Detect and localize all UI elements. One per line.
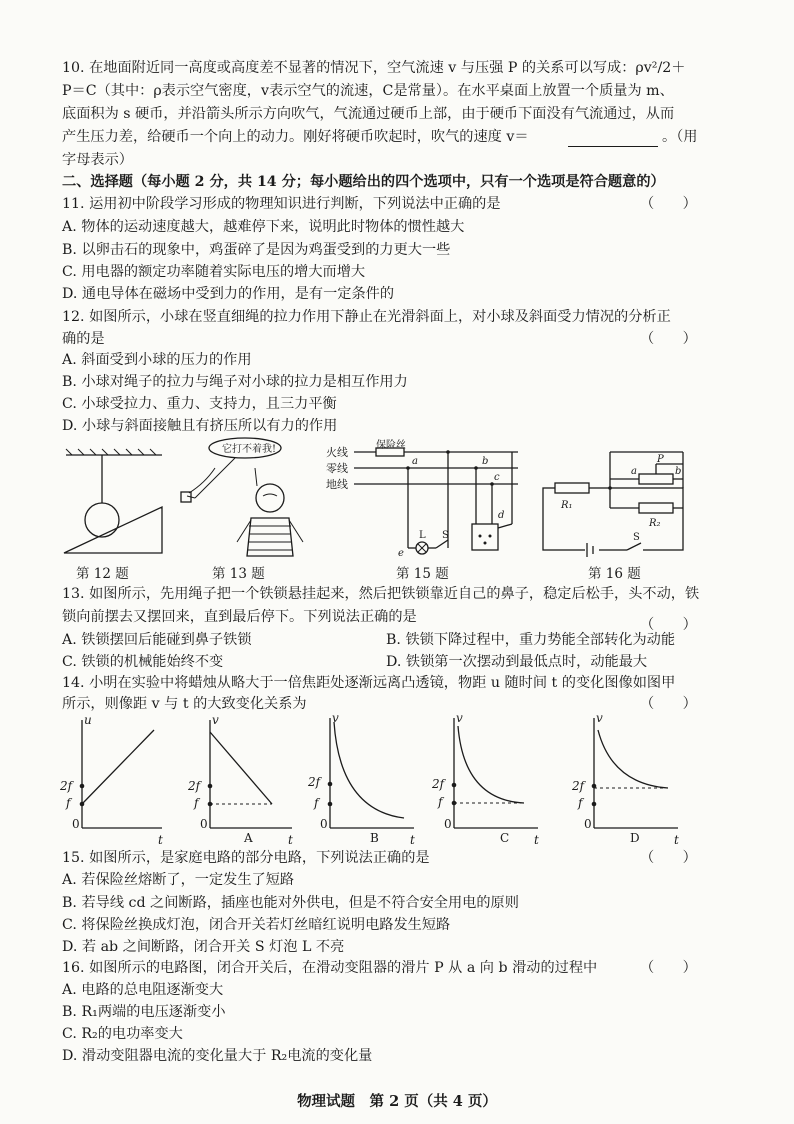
- origin-label: 0: [72, 817, 80, 831]
- t-axis-label: t: [158, 833, 163, 847]
- q15-option-d: D. 若 ab 之间断路，闭合开关 S 灯泡 L 不亮: [62, 939, 345, 955]
- u-line: [82, 730, 154, 804]
- tick-2f: 2f: [60, 779, 73, 793]
- q10-tail: 。（用: [662, 129, 698, 145]
- ground-wire-label: 地线: [326, 478, 348, 491]
- graph-u-t: [59, 713, 163, 847]
- q11-option-a: A. 物体的运动速度越大，越难停下来，说明此时物体的惯性越大: [62, 219, 465, 235]
- graph-option-A: [187, 713, 293, 847]
- svg-text:t: t: [288, 833, 293, 847]
- q16-option-a: A. 电路的总电阻逐渐变大: [62, 982, 224, 998]
- q12-answer-paren[interactable]: （ ）: [640, 331, 697, 347]
- slider-P-label: P: [657, 454, 664, 465]
- page-footer: 物理试题 第 2 页（共 4 页）: [297, 1093, 497, 1110]
- svg-text:t: t: [534, 833, 539, 847]
- q15-answer-paren[interactable]: （ ）: [640, 850, 697, 866]
- graph-D-label: D: [630, 831, 640, 845]
- svg-text:2f: 2f: [308, 775, 321, 789]
- figure-15-caption: 第 15 题: [396, 566, 449, 582]
- switch-icon: [436, 540, 448, 548]
- graph-B-label: B: [370, 831, 379, 845]
- graph-C-label: C: [500, 831, 510, 845]
- q13-answer-paren[interactable]: （ ）: [640, 617, 697, 633]
- switch-S-label: S: [442, 530, 449, 541]
- svg-text:0: 0: [200, 817, 208, 831]
- q12-option-b: B. 小球对绳子的拉力与绳子对小球的拉力是相互作用力: [62, 374, 408, 390]
- q10-line-2: P＝C（其中：ρ表示空气密度，v表示空气的流速，C是常量）。在水平桌面上放置一个质量为 m、: [62, 83, 674, 99]
- live-wire-label: 火线: [326, 446, 348, 459]
- q10-line-1: 10. 在地面附近同一高度或高度差不显著的情况下，空气流速 v 与压强 P 的关系可以写成：ρv²/2＋: [62, 60, 686, 76]
- fuse-label: 保险丝: [376, 440, 406, 451]
- switch-16-label: S: [633, 532, 640, 543]
- q14-graphs: [60, 711, 724, 848]
- ball-icon: [85, 503, 119, 537]
- svg-text:f: f: [578, 796, 583, 810]
- svg-text:f: f: [438, 795, 443, 809]
- rheostat-a-label: a: [631, 466, 637, 477]
- q16-option-b: B. R₁两端的电压逐渐变小: [62, 1004, 226, 1020]
- q15-stem: 15. 如图所示，是家庭电路的部分电路，下列说法正确的是: [62, 850, 430, 866]
- q13-option-c: C. 铁锁的机械能始终不变: [62, 654, 224, 670]
- q12-stem-1: 12. 如图所示，小球在竖直细绳的拉力作用下静止在光滑斜面上，对小球及斜面受力情况的分析正: [62, 309, 671, 325]
- r2-icon: [639, 503, 673, 513]
- node-b-label: b: [482, 456, 489, 467]
- node-c-label: c: [494, 472, 500, 483]
- neutral-wire-label: 零线: [326, 462, 348, 475]
- svg-text:0: 0: [444, 817, 452, 831]
- svg-text:t: t: [410, 833, 415, 847]
- q11-option-b: B. 以卵击石的现象中，鸡蛋碎了是因为鸡蛋受到的力更大一些: [62, 242, 451, 258]
- q15-option-c: C. 将保险丝换成灯泡，闭合开关若灯丝暗红说明电路发生短路: [62, 917, 451, 933]
- q14-stem-1: 14. 小明在实验中将蜡烛从略大于一倍焦距处逐渐远离凸透镜，物距 u 随时间 t 的变化图像如图甲: [62, 675, 676, 691]
- q15-option-a: A. 若保险丝熔断了，一定发生了短路: [62, 872, 295, 888]
- q10-line-4: 产生压力差，给硬币一个向上的动力。刚好将硬币吹起时，吹气的速度 v＝: [62, 129, 529, 145]
- q16-option-d: D. 滑动变阻器电流的变化量大于 R₂电流的变化量: [62, 1048, 373, 1064]
- svg-text:0: 0: [584, 817, 592, 831]
- graph-A-label: A: [244, 831, 253, 845]
- figure-12-incline-ball: [62, 445, 172, 560]
- person-head-icon: [256, 484, 284, 512]
- svg-text:0: 0: [320, 817, 328, 831]
- q10-last-line: 字母表示）: [62, 152, 133, 168]
- q12-option-a: A. 斜面受到小球的压力的作用: [62, 352, 252, 368]
- q16-stem: 16. 如图所示的电路图，闭合开关后，在滑动变阻器的滑片 P 从 a 向 b 滑动的过程中: [62, 960, 598, 976]
- q16-option-c: C. R₂的电功率变大: [62, 1026, 183, 1042]
- node-d-label: d: [498, 510, 505, 521]
- r1-icon: [555, 483, 589, 493]
- graph-option-C: [431, 711, 539, 847]
- q15-option-b: B. 若导线 cd 之间断路，插座也能对外供电，但是不符合安全用电的原则: [62, 895, 519, 911]
- q10-answer-blank[interactable]: [568, 146, 658, 147]
- q13-option-a: A. 铁锁摆回后能碰到鼻子铁锁: [62, 632, 252, 648]
- q14-answer-paren[interactable]: （ ）: [640, 696, 697, 712]
- q13-stem-1: 13. 如图所示，先用绳子把一个铁锁悬挂起来，然后把铁锁靠近自己的鼻子，稳定后松手，头不动，铁: [62, 586, 700, 602]
- q14-stem-2: 所示，则像距 v 与 t 的大致变化关系为: [62, 696, 307, 712]
- figure-12-caption: 第 12 题: [76, 566, 129, 582]
- svg-text:v: v: [456, 711, 463, 725]
- svg-text:f: f: [194, 796, 199, 810]
- svg-text:2f: 2f: [572, 779, 585, 793]
- q12-option-d: D. 小球与斜面接触且有挤压所以有力的作用: [62, 418, 338, 434]
- bubble-text: 它打不着我!: [222, 444, 277, 455]
- lamp-L-label: L: [419, 530, 426, 541]
- svg-text:2f: 2f: [432, 777, 445, 791]
- q11-option-d: D. 通电导体在磁场中受到力的作用，是有一定条件的: [62, 286, 395, 302]
- svg-text:v: v: [332, 711, 339, 725]
- figure-13-caption: 第 13 题: [212, 566, 265, 582]
- section-2-heading: 二、选择题（每小题 2 分，共 14 分；每小题给出的四个选项中，只有一个选项是符合题意的）: [62, 174, 665, 190]
- q13-stem-2: 锁向前摆去又摆回来，直到最后停下。下列说法正确的是: [62, 609, 417, 625]
- q11-option-c: C. 用电器的额定功率随着实际电压的增大而增大: [62, 264, 366, 280]
- svg-text:v: v: [212, 713, 219, 727]
- q16-answer-paren[interactable]: （ ）: [640, 960, 697, 976]
- u-axis-label: u: [84, 713, 92, 727]
- q12-stem-2: 确的是: [62, 331, 105, 347]
- rheostat-icon: [639, 474, 673, 484]
- svg-text:2f: 2f: [188, 779, 201, 793]
- svg-text:f: f: [314, 796, 319, 810]
- q11-answer-paren[interactable]: （ ）: [640, 196, 697, 212]
- graph-option-B: [307, 711, 415, 847]
- svg-text:v: v: [596, 711, 603, 725]
- tick-f: f: [66, 796, 71, 810]
- q13-option-b: B. 铁锁下降过程中，重力势能全部转化为动能: [386, 632, 676, 648]
- node-e-label: e: [398, 548, 404, 559]
- graph-option-D: [571, 711, 679, 847]
- figure-13-pendulum-lock: [175, 438, 315, 560]
- node-a-label: a: [412, 456, 418, 467]
- q12-option-c: C. 小球受拉力、重力、支持力，且三力平衡: [62, 396, 337, 412]
- socket-icon: [472, 524, 498, 550]
- figure-16-caption: 第 16 题: [588, 566, 641, 582]
- q10-line-3: 底面积为 s 硬币，并沿箭头所示方向吹气，气流通过硬币上部，由于硬币下面没有气流通过，从而: [62, 106, 675, 122]
- figure-15-household-circuit: [326, 440, 526, 560]
- q13-option-d: D. 铁锁第一次摆动到最低点时，动能最大: [386, 654, 648, 670]
- rheostat-b-label: b: [675, 466, 682, 477]
- figure-16-circuit: [535, 448, 695, 560]
- r2-label: R₂: [649, 518, 661, 529]
- r1-label: R₁: [561, 500, 573, 511]
- q11-stem: 11. 运用初中阶段学习形成的物理知识进行判断，下列说法中正确的是: [62, 196, 501, 212]
- svg-text:t: t: [674, 833, 679, 847]
